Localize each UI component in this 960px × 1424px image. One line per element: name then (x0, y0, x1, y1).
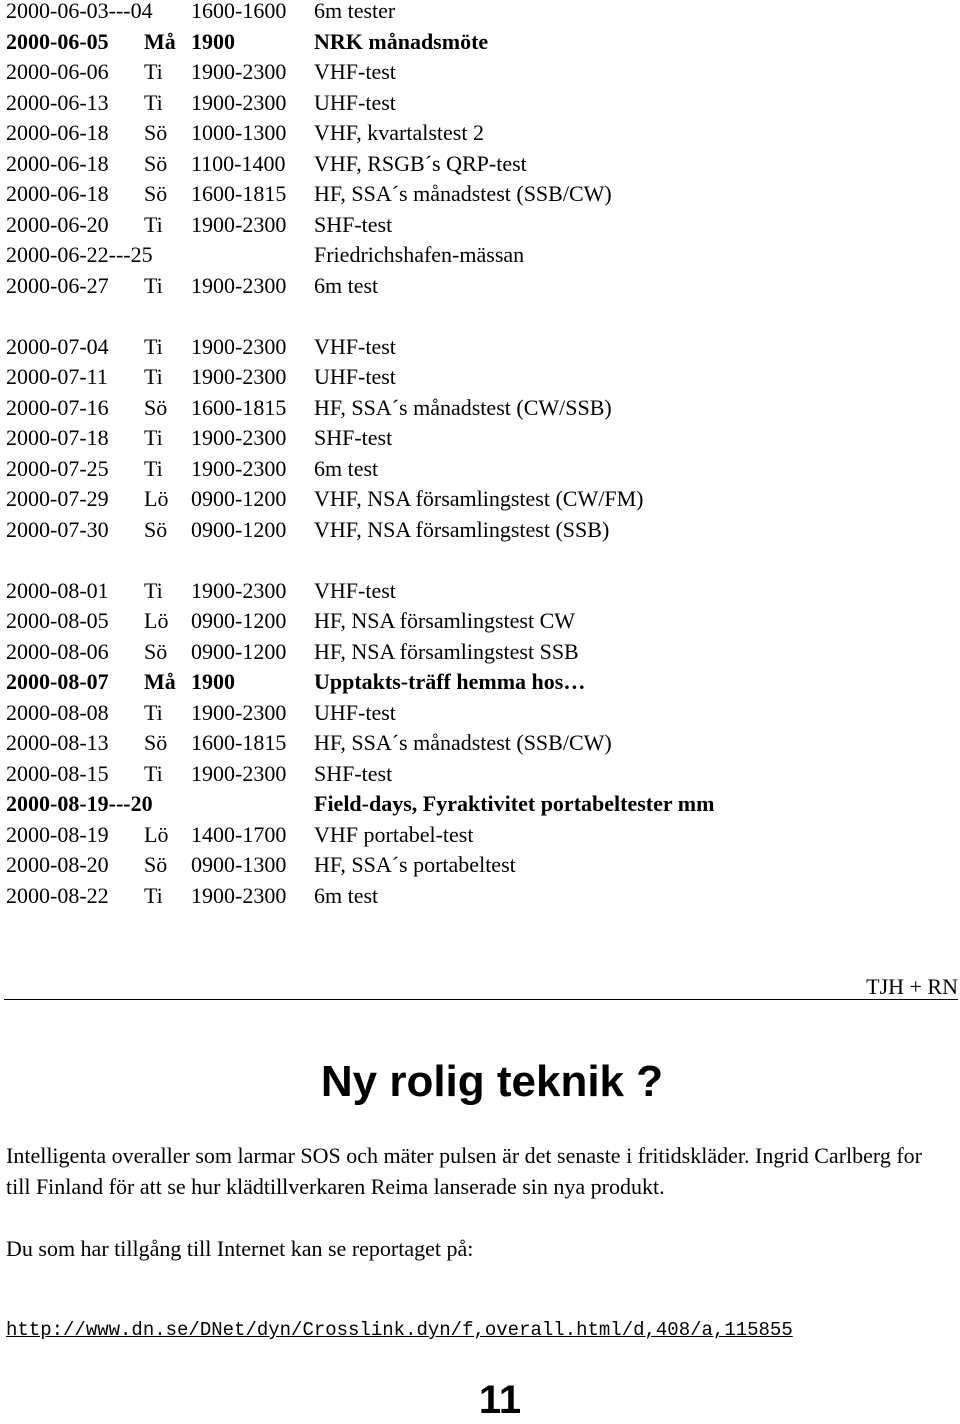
event-time: 1900 (191, 669, 235, 694)
event-date: 2000-06-22---25 (6, 242, 153, 267)
event-name: HF, SSA´s månadstest (SSB/CW) (314, 730, 612, 755)
event-time: 1600-1600 (191, 0, 287, 23)
event-day: Ti (144, 59, 163, 84)
schedule-row (6, 728, 946, 759)
schedule-row (6, 423, 946, 454)
event-name: HF, SSA´s månadstest (SSB/CW) (314, 181, 612, 206)
event-date: 2000-08-08 (6, 699, 109, 725)
event-name: 6m tester (314, 0, 396, 23)
event-day: Ti (144, 577, 163, 603)
schedule-row (6, 240, 946, 271)
event-name: UHF-test (314, 364, 396, 389)
event-day: Lö (144, 821, 169, 847)
event-date: 2000-07-04 (6, 333, 109, 359)
reportage-link[interactable]: http://www.dn.se/DNet/dyn/Crosslink.dyn/f,overall.html/d,408/a,115855 (6, 1319, 793, 1341)
event-name: NRK månadsmöte (314, 28, 489, 54)
event-time: 1900-2300 (191, 577, 287, 603)
schedule-row (6, 759, 946, 790)
event-date: 2000-08-19 (6, 821, 109, 847)
event-date: 2000-07-11 (6, 364, 108, 389)
event-day: Sö (144, 638, 168, 664)
event-day: Må (144, 28, 176, 54)
event-date: 2000-08-05 (6, 608, 109, 633)
event-date: 2000-08-15 (6, 760, 109, 786)
event-time: 1000-1300 (191, 120, 287, 145)
event-time: 0900-1200 (191, 516, 287, 542)
event-time: 1900-2300 (191, 699, 287, 725)
event-date: 2000-06-20 (6, 211, 109, 237)
event-name: VHF, NSA församlingstest (SSB) (314, 516, 610, 542)
schedule-row (6, 118, 946, 149)
schedule-row (6, 515, 946, 546)
event-name: VHF, RSGB´s QRP-test (314, 150, 527, 176)
schedule-row (6, 454, 946, 485)
event-date: 2000-08-07 (6, 669, 109, 694)
event-time: 0900-1200 (191, 608, 287, 633)
event-date: 2000-06-18 (6, 120, 109, 145)
event-day: Sö (144, 181, 168, 206)
event-name: 6m test (314, 882, 379, 908)
event-day: Sö (144, 150, 168, 176)
event-name: HF, SSA´s månadstest (CW/SSB) (314, 394, 612, 420)
event-date: 2000-07-25 (6, 455, 109, 481)
schedule-row (6, 667, 946, 698)
event-name: SHF-test (314, 425, 393, 450)
event-date: 2000-06-18 (6, 150, 109, 176)
event-day: Sö (144, 394, 168, 420)
event-time: 1900-2300 (191, 333, 287, 359)
event-time: 1600-1815 (191, 181, 287, 206)
event-name: 6m test (314, 272, 379, 298)
event-date: 2000-08-13 (6, 730, 109, 755)
event-day: Ti (144, 211, 163, 237)
schedule-row (6, 210, 946, 241)
schedule-row (6, 57, 946, 88)
event-day: Sö (144, 852, 168, 877)
schedule-row (6, 789, 946, 820)
event-date: 2000-07-16 (6, 394, 109, 420)
schedule-row (6, 698, 946, 729)
event-day: Sö (144, 516, 168, 542)
event-day: Lö (144, 486, 169, 511)
event-name: HF, NSA församlingstest SSB (314, 638, 579, 664)
event-time: 1900-2300 (191, 760, 287, 786)
event-time: 1900-2300 (191, 211, 287, 237)
schedule-row (6, 88, 946, 119)
event-time: 1600-1815 (191, 394, 287, 420)
event-name: VHF-test (314, 333, 396, 359)
event-day: Må (144, 669, 176, 694)
event-name: SHF-test (314, 760, 393, 786)
event-day: Sö (144, 730, 168, 755)
event-day: Ti (144, 333, 163, 359)
event-time: 1900-2300 (191, 425, 287, 450)
event-name: VHF, NSA församlingstest (CW/FM) (314, 486, 644, 511)
schedule-row (6, 393, 946, 424)
event-date: 2000-08-06 (6, 638, 109, 664)
event-date: 2000-06-18 (6, 181, 109, 206)
event-name: SHF-test (314, 211, 393, 237)
article-body (6, 1140, 946, 1264)
event-date: 2000-06-06 (6, 59, 109, 84)
schedule-row (6, 332, 946, 363)
schedule-row (6, 0, 946, 27)
signature-block (4, 972, 958, 1002)
event-day: Ti (144, 455, 163, 481)
event-day: Ti (144, 882, 163, 908)
schedule-row (6, 606, 946, 637)
event-name: VHF-test (314, 59, 396, 84)
event-date: 2000-08-22 (6, 882, 109, 908)
event-day: Lö (144, 608, 169, 633)
event-name: UHF-test (314, 89, 396, 115)
section-divider (4, 999, 958, 1000)
event-date: 2000-07-29 (6, 486, 109, 511)
event-name: VHF-test (314, 577, 396, 603)
event-day: Sö (144, 120, 168, 145)
article-paragraph: Du som har tillgång till Internet kan se reportaget på: (6, 1236, 474, 1261)
blank-row (6, 545, 946, 576)
author-signature: TJH + RN (866, 974, 958, 999)
event-day: Ti (144, 760, 163, 786)
event-time: 1100-1400 (191, 150, 286, 176)
event-date: 2000-06-03---04 (6, 0, 153, 23)
article-paragraph: Intelligenta overaller som larmar SOS och mäter pulsen är det senaste i fritidskläder. Ingrid Carlberg for till Finland för att se hur klädtillverkaren Reima lanserade sin nya produkt. (6, 1143, 922, 1199)
event-schedule (6, 0, 946, 911)
event-name: VHF, kvartalstest 2 (314, 120, 484, 145)
event-time: 1900-2300 (191, 59, 287, 84)
event-time: 1900-2300 (191, 272, 287, 298)
event-day: Ti (144, 699, 163, 725)
event-date: 2000-08-01 (6, 577, 109, 603)
schedule-row (6, 149, 946, 180)
event-day: Ti (144, 89, 163, 115)
event-name: UHF-test (314, 699, 396, 725)
event-date: 2000-07-30 (6, 516, 109, 542)
event-date: 2000-07-18 (6, 425, 109, 450)
event-time: 0900-1200 (191, 638, 287, 664)
event-time: 1900-2300 (191, 364, 287, 389)
event-date: 2000-08-20 (6, 852, 109, 877)
schedule-row (6, 820, 946, 851)
event-time: 1900-2300 (191, 882, 287, 908)
event-time: 1900-2300 (191, 89, 287, 115)
event-name: VHF portabel-test (314, 821, 474, 847)
schedule-row (6, 637, 946, 668)
event-time: 0900-1200 (191, 486, 287, 511)
schedule-row (6, 881, 946, 912)
event-name: Field-days, Fyraktivitet portabeltester mm (314, 791, 715, 816)
event-name: HF, SSA´s portabeltest (314, 852, 516, 877)
page-number: 11 (478, 1378, 522, 1422)
schedule-row (6, 484, 946, 515)
event-date: 2000-06-27 (6, 272, 109, 298)
event-time: 1600-1815 (191, 730, 287, 755)
event-time: 1400-1700 (191, 821, 287, 847)
event-date: 2000-06-13 (6, 89, 109, 115)
schedule-row (6, 362, 946, 393)
schedule-row (6, 179, 946, 210)
schedule-row (6, 850, 946, 881)
event-name: Upptakts-träff hemma hos… (314, 669, 586, 694)
schedule-row (6, 576, 946, 607)
blank-row (6, 301, 946, 332)
event-time: 1900 (191, 28, 235, 54)
event-day: Ti (144, 425, 163, 450)
event-date: 2000-06-05 (6, 28, 109, 54)
schedule-row (6, 27, 946, 58)
event-day: Ti (144, 272, 163, 298)
event-time: 0900-1300 (191, 852, 287, 877)
schedule-row (6, 271, 946, 302)
event-day: Ti (144, 364, 163, 389)
event-name: 6m test (314, 455, 379, 481)
event-time: 1900-2300 (191, 455, 287, 481)
event-name: HF, NSA församlingstest CW (314, 608, 576, 633)
event-name: Friedrichshafen-mässan (314, 242, 525, 267)
article-title: Ny rolig teknik ? (320, 1057, 664, 1106)
event-date: 2000-08-19---20 (6, 791, 153, 816)
